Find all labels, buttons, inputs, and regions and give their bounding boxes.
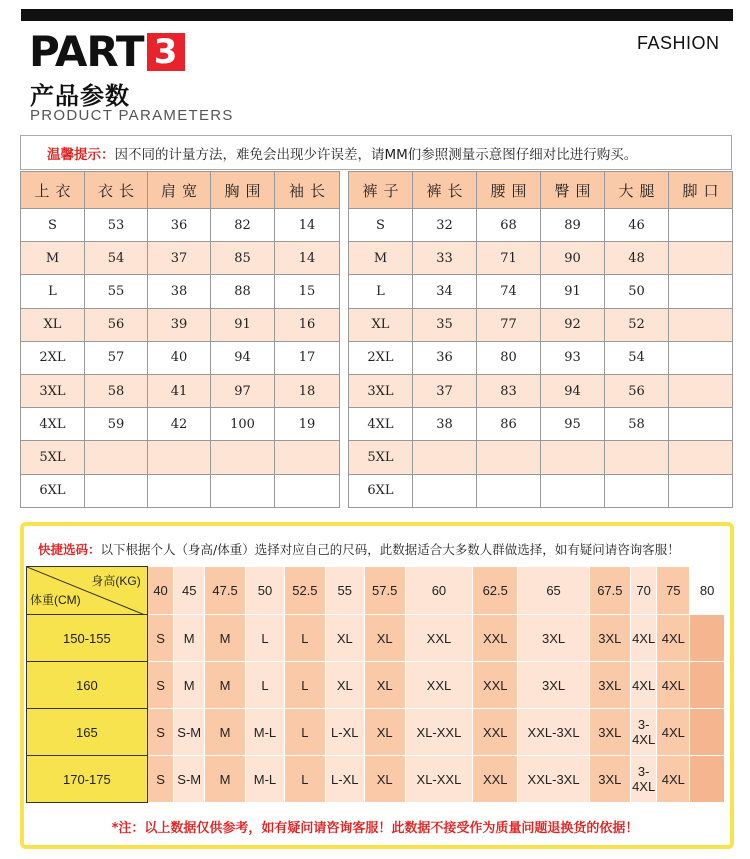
disclaimer-note: *注：以上数据仅供参考，如有疑问请咨询客服！此数据不接受作为质量问题退换货的依据！ (111, 821, 639, 836)
weight-column-header: 52.5 (284, 567, 325, 615)
size-cell: L (284, 709, 325, 756)
hint-text: 因不同的计量方法，难免会出现少许误差，请MM们参照测量示意图仔细对比进行购买。 (114, 146, 638, 163)
size-cell: XL (364, 709, 405, 756)
weight-column-header: 57.5 (364, 567, 405, 615)
table-cell: 89 (541, 209, 605, 242)
top-size-table (20, 171, 340, 508)
size-cell: S (147, 662, 174, 709)
table-cell: L (349, 275, 413, 308)
size-cell: L (284, 662, 325, 709)
table-cell: 4XL (349, 408, 413, 441)
table-row (349, 374, 733, 407)
size-cell: XXL (473, 756, 518, 803)
size-cell: XL (325, 615, 364, 662)
table-cell: 35 (413, 308, 477, 341)
weight-column-header: 67.5 (589, 567, 630, 615)
table-cell: 15 (275, 275, 340, 308)
top-black-bar (21, 9, 733, 21)
table-cell: 40 (148, 341, 211, 374)
table-row (21, 242, 340, 275)
table-cell: 100 (211, 408, 275, 441)
table-cell (211, 441, 275, 474)
size-cell: XL-XXL (405, 756, 473, 803)
table-row (21, 474, 340, 507)
size-cell: XL (364, 662, 405, 709)
corner-top-label: 身高(KG) (91, 574, 141, 588)
size-cell: M-L (246, 756, 285, 803)
table-row (349, 441, 733, 474)
part-heading (29, 27, 185, 76)
table-cell: 83 (477, 374, 541, 407)
table-cell: 52 (605, 308, 669, 341)
table-cell: M (21, 242, 85, 275)
table-cell: 92 (541, 308, 605, 341)
size-cell: 3XL (518, 662, 590, 709)
table-cell: 41 (148, 374, 211, 407)
size-cell: 4XL (657, 615, 690, 662)
height-row-label: 170-175 (27, 756, 148, 803)
size-cell: L (246, 615, 285, 662)
table-cell: 86 (477, 408, 541, 441)
table-cell (669, 441, 733, 474)
column-header: 臀围 (541, 172, 605, 209)
size-cell: XL (364, 615, 405, 662)
part-number-badge: 3 (147, 33, 185, 71)
size-cell (690, 709, 725, 756)
weight-column-header: 45 (174, 567, 205, 615)
size-cell: S (147, 756, 174, 803)
table-row (21, 441, 340, 474)
column-header: 衣长 (85, 172, 148, 209)
table-header-row (21, 172, 340, 209)
column-header: 腰围 (477, 172, 541, 209)
table-cell (541, 441, 605, 474)
height-row-label: 160 (27, 662, 148, 709)
size-cell: M (205, 709, 246, 756)
size-cell: XXL (473, 615, 518, 662)
table-cell: 54 (85, 242, 148, 275)
size-cell: L-XL (325, 756, 364, 803)
table-cell: 93 (541, 341, 605, 374)
table-cell: S (349, 209, 413, 242)
section-title-en: PRODUCT PARAMETERS (30, 107, 234, 124)
size-cell (690, 756, 725, 803)
quick-select-label: 快捷选码： (38, 542, 101, 557)
table-cell: 3XL (349, 374, 413, 407)
table-cell: 32 (413, 209, 477, 242)
table-row (21, 374, 340, 407)
size-cell: L (246, 662, 285, 709)
weight-column-header: 50 (246, 567, 285, 615)
table-row (21, 341, 340, 374)
column-header: 胸围 (211, 172, 275, 209)
table-cell: 80 (477, 341, 541, 374)
hint-box (20, 135, 732, 170)
size-cell: 4XL (657, 756, 690, 803)
height-row (27, 615, 725, 662)
table-cell (669, 209, 733, 242)
size-cell: 3XL (518, 615, 590, 662)
table-cell (605, 441, 669, 474)
quick-select-text: 以下根据个人（身高/体重）选择对应自己的尺码，此数据适合大多数人群做选择，如有疑问请咨询客服！ (100, 542, 680, 557)
table-cell: 74 (477, 275, 541, 308)
size-cell: M (205, 615, 246, 662)
size-cell: S-M (174, 709, 205, 756)
table-cell: 91 (211, 308, 275, 341)
size-cell: 3XL (589, 662, 630, 709)
column-header: 裤子 (349, 172, 413, 209)
table-cell: 91 (541, 275, 605, 308)
table-cell: 94 (541, 374, 605, 407)
table-row (349, 408, 733, 441)
table-cell: 39 (148, 308, 211, 341)
column-header: 大腿 (605, 172, 669, 209)
table-cell: 2XL (21, 341, 85, 374)
table-cell: 56 (85, 308, 148, 341)
size-cell: 3XL (589, 615, 630, 662)
size-cell (690, 662, 725, 709)
size-cell: 4XL (630, 662, 657, 709)
bottom-size-table (348, 171, 733, 508)
size-cell: M (174, 615, 205, 662)
table-cell: 42 (148, 408, 211, 441)
table-cell (85, 441, 148, 474)
weight-column-header: 40 (147, 567, 174, 615)
weight-column-header: 55 (325, 567, 364, 615)
table-cell: XL (349, 308, 413, 341)
table-row (349, 474, 733, 507)
table-cell: 33 (413, 242, 477, 275)
size-cell: XXL-3XL (518, 709, 590, 756)
table-cell: 56 (605, 374, 669, 407)
table-cell: 36 (413, 341, 477, 374)
fashion-label: FASHION (637, 33, 720, 53)
table-cell (211, 474, 275, 507)
size-cell: 3-4XL (630, 709, 657, 756)
part-word: PART (29, 27, 144, 76)
height-row (27, 756, 725, 803)
table-cell: 16 (275, 308, 340, 341)
table-cell: L (21, 275, 85, 308)
table-cell: 5XL (349, 441, 413, 474)
table-cell: 4XL (21, 408, 85, 441)
size-cell: S (147, 709, 174, 756)
table-cell: 58 (85, 374, 148, 407)
size-cell: XXL (473, 662, 518, 709)
table-cell (669, 408, 733, 441)
quick-select-title (38, 540, 680, 558)
table-cell: 38 (148, 275, 211, 308)
size-cell: M (205, 662, 246, 709)
table-cell: 18 (275, 374, 340, 407)
table-row (21, 209, 340, 242)
table-cell: 37 (413, 374, 477, 407)
size-cell: XL (364, 756, 405, 803)
table-cell: 68 (477, 209, 541, 242)
table-cell: 19 (275, 408, 340, 441)
column-header: 肩宽 (148, 172, 211, 209)
weight-column-header: 80 (690, 567, 725, 615)
hint-label: 温馨提示： (47, 146, 115, 163)
size-cell: 4XL (657, 662, 690, 709)
table-cell: 85 (211, 242, 275, 275)
size-cell (690, 615, 725, 662)
size-cell: L-XL (325, 709, 364, 756)
size-cell: 3-4XL (630, 756, 657, 803)
corner-cell (27, 567, 148, 615)
table-cell: 88 (211, 275, 275, 308)
table-cell (413, 474, 477, 507)
weight-header-row (27, 567, 725, 615)
table-row (21, 408, 340, 441)
table-cell: 82 (211, 209, 275, 242)
table-cell: 54 (605, 341, 669, 374)
table-row (349, 341, 733, 374)
weight-column-header: 65 (518, 567, 590, 615)
size-cell: 3XL (589, 709, 630, 756)
table-cell: 57 (85, 341, 148, 374)
table-cell: 36 (148, 209, 211, 242)
size-cell: S-M (174, 756, 205, 803)
table-cell: 6XL (21, 474, 85, 507)
table-row (349, 275, 733, 308)
column-header: 袖长 (275, 172, 340, 209)
weight-column-header: 47.5 (205, 567, 246, 615)
table-cell: 14 (275, 242, 340, 275)
column-header: 上衣 (21, 172, 85, 209)
height-row-label: 150-155 (27, 615, 148, 662)
table-cell (669, 275, 733, 308)
table-cell: M (349, 242, 413, 275)
table-cell: S (21, 209, 85, 242)
table-cell (477, 474, 541, 507)
size-cell: XXL (473, 709, 518, 756)
corner-bottom-label: 体重(CM) (30, 593, 81, 607)
table-row (349, 209, 733, 242)
weight-column-header: 60 (405, 567, 473, 615)
table-cell: 14 (275, 209, 340, 242)
weight-column-header: 62.5 (473, 567, 518, 615)
table-cell: 17 (275, 341, 340, 374)
table-cell: 59 (85, 408, 148, 441)
table-cell: 77 (477, 308, 541, 341)
table-cell: 37 (148, 242, 211, 275)
table-cell (669, 242, 733, 275)
table-cell: 6XL (349, 474, 413, 507)
table-cell (477, 441, 541, 474)
quick-select-table (26, 566, 725, 803)
size-cell: L (284, 615, 325, 662)
table-cell (275, 441, 340, 474)
size-cell: XL-XXL (405, 709, 473, 756)
table-cell (85, 474, 148, 507)
table-cell (148, 474, 211, 507)
table-cell (669, 341, 733, 374)
height-row (27, 662, 725, 709)
size-cell: 3XL (589, 756, 630, 803)
table-cell (148, 441, 211, 474)
size-cell: XXL-3XL (518, 756, 590, 803)
size-cell: L (284, 756, 325, 803)
table-cell: 71 (477, 242, 541, 275)
table-cell (605, 474, 669, 507)
table-cell: 34 (413, 275, 477, 308)
size-cell: M (174, 662, 205, 709)
table-cell (669, 308, 733, 341)
table-row (349, 242, 733, 275)
table-cell: 90 (541, 242, 605, 275)
table-cell: 2XL (349, 341, 413, 374)
table-header-row (349, 172, 733, 209)
size-cell: XXL (405, 615, 473, 662)
table-cell: 3XL (21, 374, 85, 407)
table-row (21, 308, 340, 341)
height-row-label: 165 (27, 709, 148, 756)
column-header: 裤长 (413, 172, 477, 209)
table-cell: 50 (605, 275, 669, 308)
table-cell: 48 (605, 242, 669, 275)
table-cell: 46 (605, 209, 669, 242)
table-cell: 97 (211, 374, 275, 407)
table-cell: 55 (85, 275, 148, 308)
table-cell (669, 374, 733, 407)
size-cell: M (205, 756, 246, 803)
size-cell: 4XL (657, 709, 690, 756)
table-cell: 58 (605, 408, 669, 441)
size-cell: M-L (246, 709, 285, 756)
table-row (349, 308, 733, 341)
table-cell: 53 (85, 209, 148, 242)
table-cell (669, 474, 733, 507)
column-header: 脚口 (669, 172, 733, 209)
section-title-cn: 产品参数 (30, 82, 130, 110)
table-cell (413, 441, 477, 474)
height-row (27, 709, 725, 756)
table-cell: XL (21, 308, 85, 341)
table-cell: 38 (413, 408, 477, 441)
table-cell (541, 474, 605, 507)
size-cell: XL (325, 662, 364, 709)
weight-column-header: 70 (630, 567, 657, 615)
weight-column-header: 75 (657, 567, 690, 615)
table-cell: 95 (541, 408, 605, 441)
table-cell: 5XL (21, 441, 85, 474)
size-cell: XXL (405, 662, 473, 709)
table-row (21, 275, 340, 308)
size-cell: S (147, 615, 174, 662)
table-cell: 94 (211, 341, 275, 374)
size-cell: 4XL (630, 615, 657, 662)
table-cell (275, 474, 340, 507)
